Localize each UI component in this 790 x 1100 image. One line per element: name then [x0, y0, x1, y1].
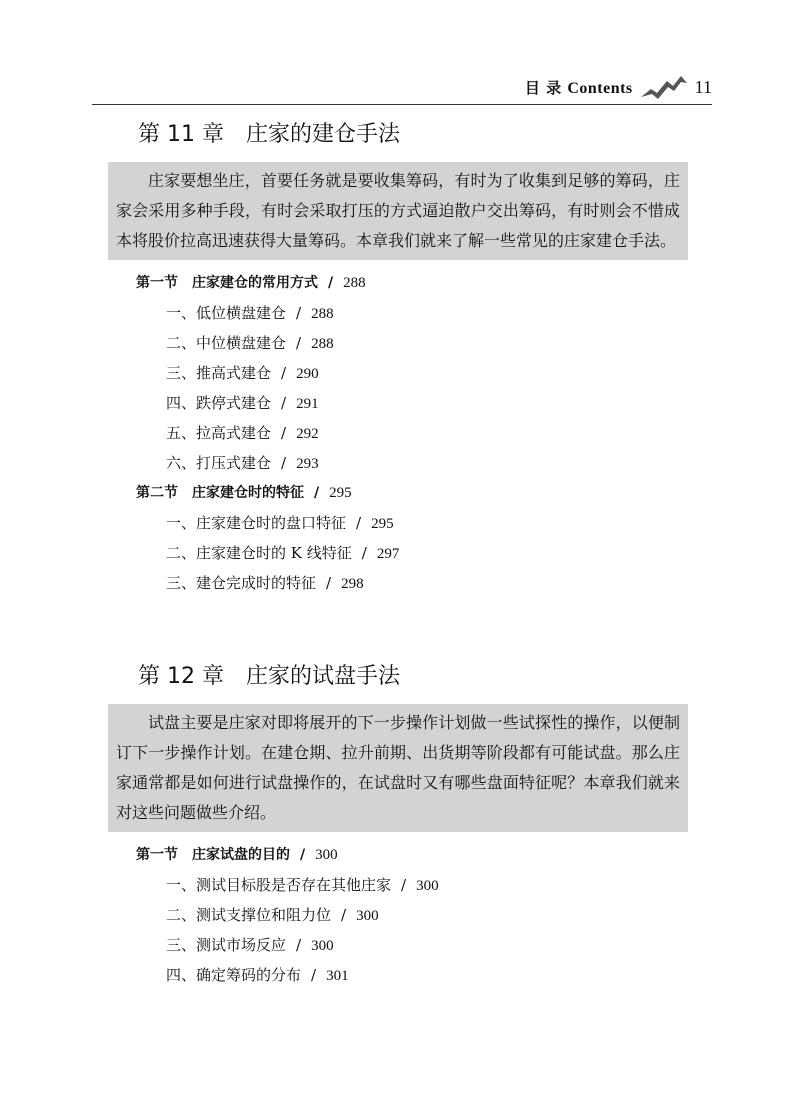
toc-entry-text: 一、低位横盘建仓 — [166, 304, 287, 322]
toc-entry-page: 298 — [341, 576, 364, 592]
toc-entry-text: 四、确定筹码的分布 — [166, 966, 302, 984]
toc-separator: / — [341, 906, 347, 924]
toc-entry-text: 三、推高式建仓 — [166, 364, 272, 382]
chapter-11 — [108, 120, 688, 598]
toc-entry-page: 300 — [311, 938, 334, 954]
toc-entry-page: 297 — [376, 546, 400, 562]
toc-entry-page: 300 — [356, 908, 379, 924]
toc-entry-page: 300 — [315, 847, 338, 863]
toc-entry-page: 291 — [296, 396, 319, 412]
toc-item-entry[interactable] — [108, 448, 688, 478]
toc-entry-text: 第一节 庄家建仓的常用方式 — [136, 275, 318, 291]
chapter-intro: 试盘主要是庄家对即将展开的下一步操作计划做一些试探性的操作，以便制订下一步操作计划。在建仓期、拉升前期、出货期等阶段都有可能试盘。那么庄家通常都是如何进行试盘操作的，在试盘时又有哪些盘面特征呢？本章我们就来对这些问题做些介绍。 — [108, 704, 688, 832]
toc-separator: / — [314, 485, 320, 501]
toc-entry-text: 第一节 庄家试盘的目的 — [136, 847, 290, 863]
toc-separator: / — [281, 364, 287, 382]
toc-section-entry[interactable] — [108, 840, 688, 870]
toc-separator: / — [356, 514, 362, 532]
header-rule — [92, 104, 712, 105]
toc-entry-text: 第二节 庄家建仓时的特征 — [136, 485, 304, 501]
toc-entry-text: 四、跌停式建仓 — [166, 394, 272, 412]
running-header — [525, 70, 712, 104]
toc-entry-page: 295 — [329, 485, 352, 501]
toc-separator: / — [281, 424, 287, 442]
toc-item-entry[interactable] — [108, 960, 688, 990]
toc-entry-text: 五、拉高式建仓 — [166, 424, 272, 442]
toc-separator: / — [401, 876, 407, 894]
toc-list — [108, 268, 688, 598]
toc-entry-text: 一、庄家建仓时的盘口特征 — [166, 514, 347, 532]
toc-section-entry[interactable] — [108, 268, 688, 298]
toc-item-entry[interactable] — [108, 358, 688, 388]
toc-section-entry[interactable] — [108, 478, 688, 508]
toc-entry-page: 288 — [343, 275, 366, 291]
toc-entry-text: 二、庄家建仓时的 K 线特征 — [166, 544, 352, 562]
toc-entry-page: 300 — [416, 878, 439, 894]
toc-entry-text: 一、测试目标股是否存在其他庄家 — [166, 876, 392, 894]
toc-item-entry[interactable] — [108, 388, 688, 418]
toc-list — [108, 840, 688, 990]
header-label-en: Contents — [567, 79, 633, 97]
toc-separator: / — [311, 966, 317, 984]
page-number: 11 — [694, 76, 712, 97]
toc-entry-text: 三、测试市场反应 — [166, 936, 287, 954]
toc-separator: / — [296, 936, 302, 954]
toc-item-entry[interactable] — [108, 328, 688, 358]
toc-item-entry[interactable] — [108, 870, 688, 900]
chapter-title: 第 11 章 庄家的建仓手法 — [138, 122, 400, 147]
toc-separator: / — [300, 847, 306, 863]
toc-entry-text: 三、建仓完成时的特征 — [166, 574, 317, 592]
chapter-intro: 庄家要想坐庄，首要任务就是要收集筹码，有时为了收集到足够的筹码，庄家会采用多种手段，有时会采取打压的方式逼迫散户交出筹码，有时则会不惜成本将股价拉高迅速获得大量筹码。本章我们就来了解一些常见的庄家建仓手法。 — [108, 162, 688, 260]
toc-entry-page: 293 — [296, 456, 319, 472]
toc-separator: / — [361, 544, 367, 562]
toc-separator: / — [296, 334, 302, 352]
toc-entry-page: 301 — [326, 968, 349, 984]
toc-separator: / — [326, 574, 332, 592]
mountain-logo-icon — [641, 73, 687, 101]
toc-entry-text: 六、打压式建仓 — [166, 454, 272, 472]
toc-item-entry[interactable] — [108, 508, 688, 538]
toc-separator: / — [281, 394, 287, 412]
toc-entry-page: 295 — [371, 516, 394, 532]
toc-item-entry[interactable] — [108, 900, 688, 930]
toc-item-entry[interactable] — [108, 568, 688, 598]
toc-item-entry[interactable] — [108, 538, 688, 568]
toc-separator: / — [296, 304, 302, 322]
header-label — [525, 77, 633, 98]
chapter-12 — [108, 662, 688, 990]
toc-entry-page: 292 — [296, 426, 319, 442]
toc-item-entry[interactable] — [108, 298, 688, 328]
toc-entry-text: 二、测试支撑位和阻力位 — [166, 906, 332, 924]
toc-entry-page: 288 — [311, 336, 334, 352]
chapter-title: 第 12 章 庄家的试盘手法 — [138, 664, 400, 689]
toc-separator: / — [281, 454, 287, 472]
toc-item-entry[interactable] — [108, 418, 688, 448]
toc-entry-page: 290 — [296, 366, 319, 382]
header-label-cn: 目 录 — [524, 78, 562, 97]
toc-separator: / — [328, 275, 334, 291]
toc-entry-page: 288 — [311, 306, 334, 322]
toc-entry-text: 二、中位横盘建仓 — [166, 334, 287, 352]
toc-item-entry[interactable] — [108, 930, 688, 960]
